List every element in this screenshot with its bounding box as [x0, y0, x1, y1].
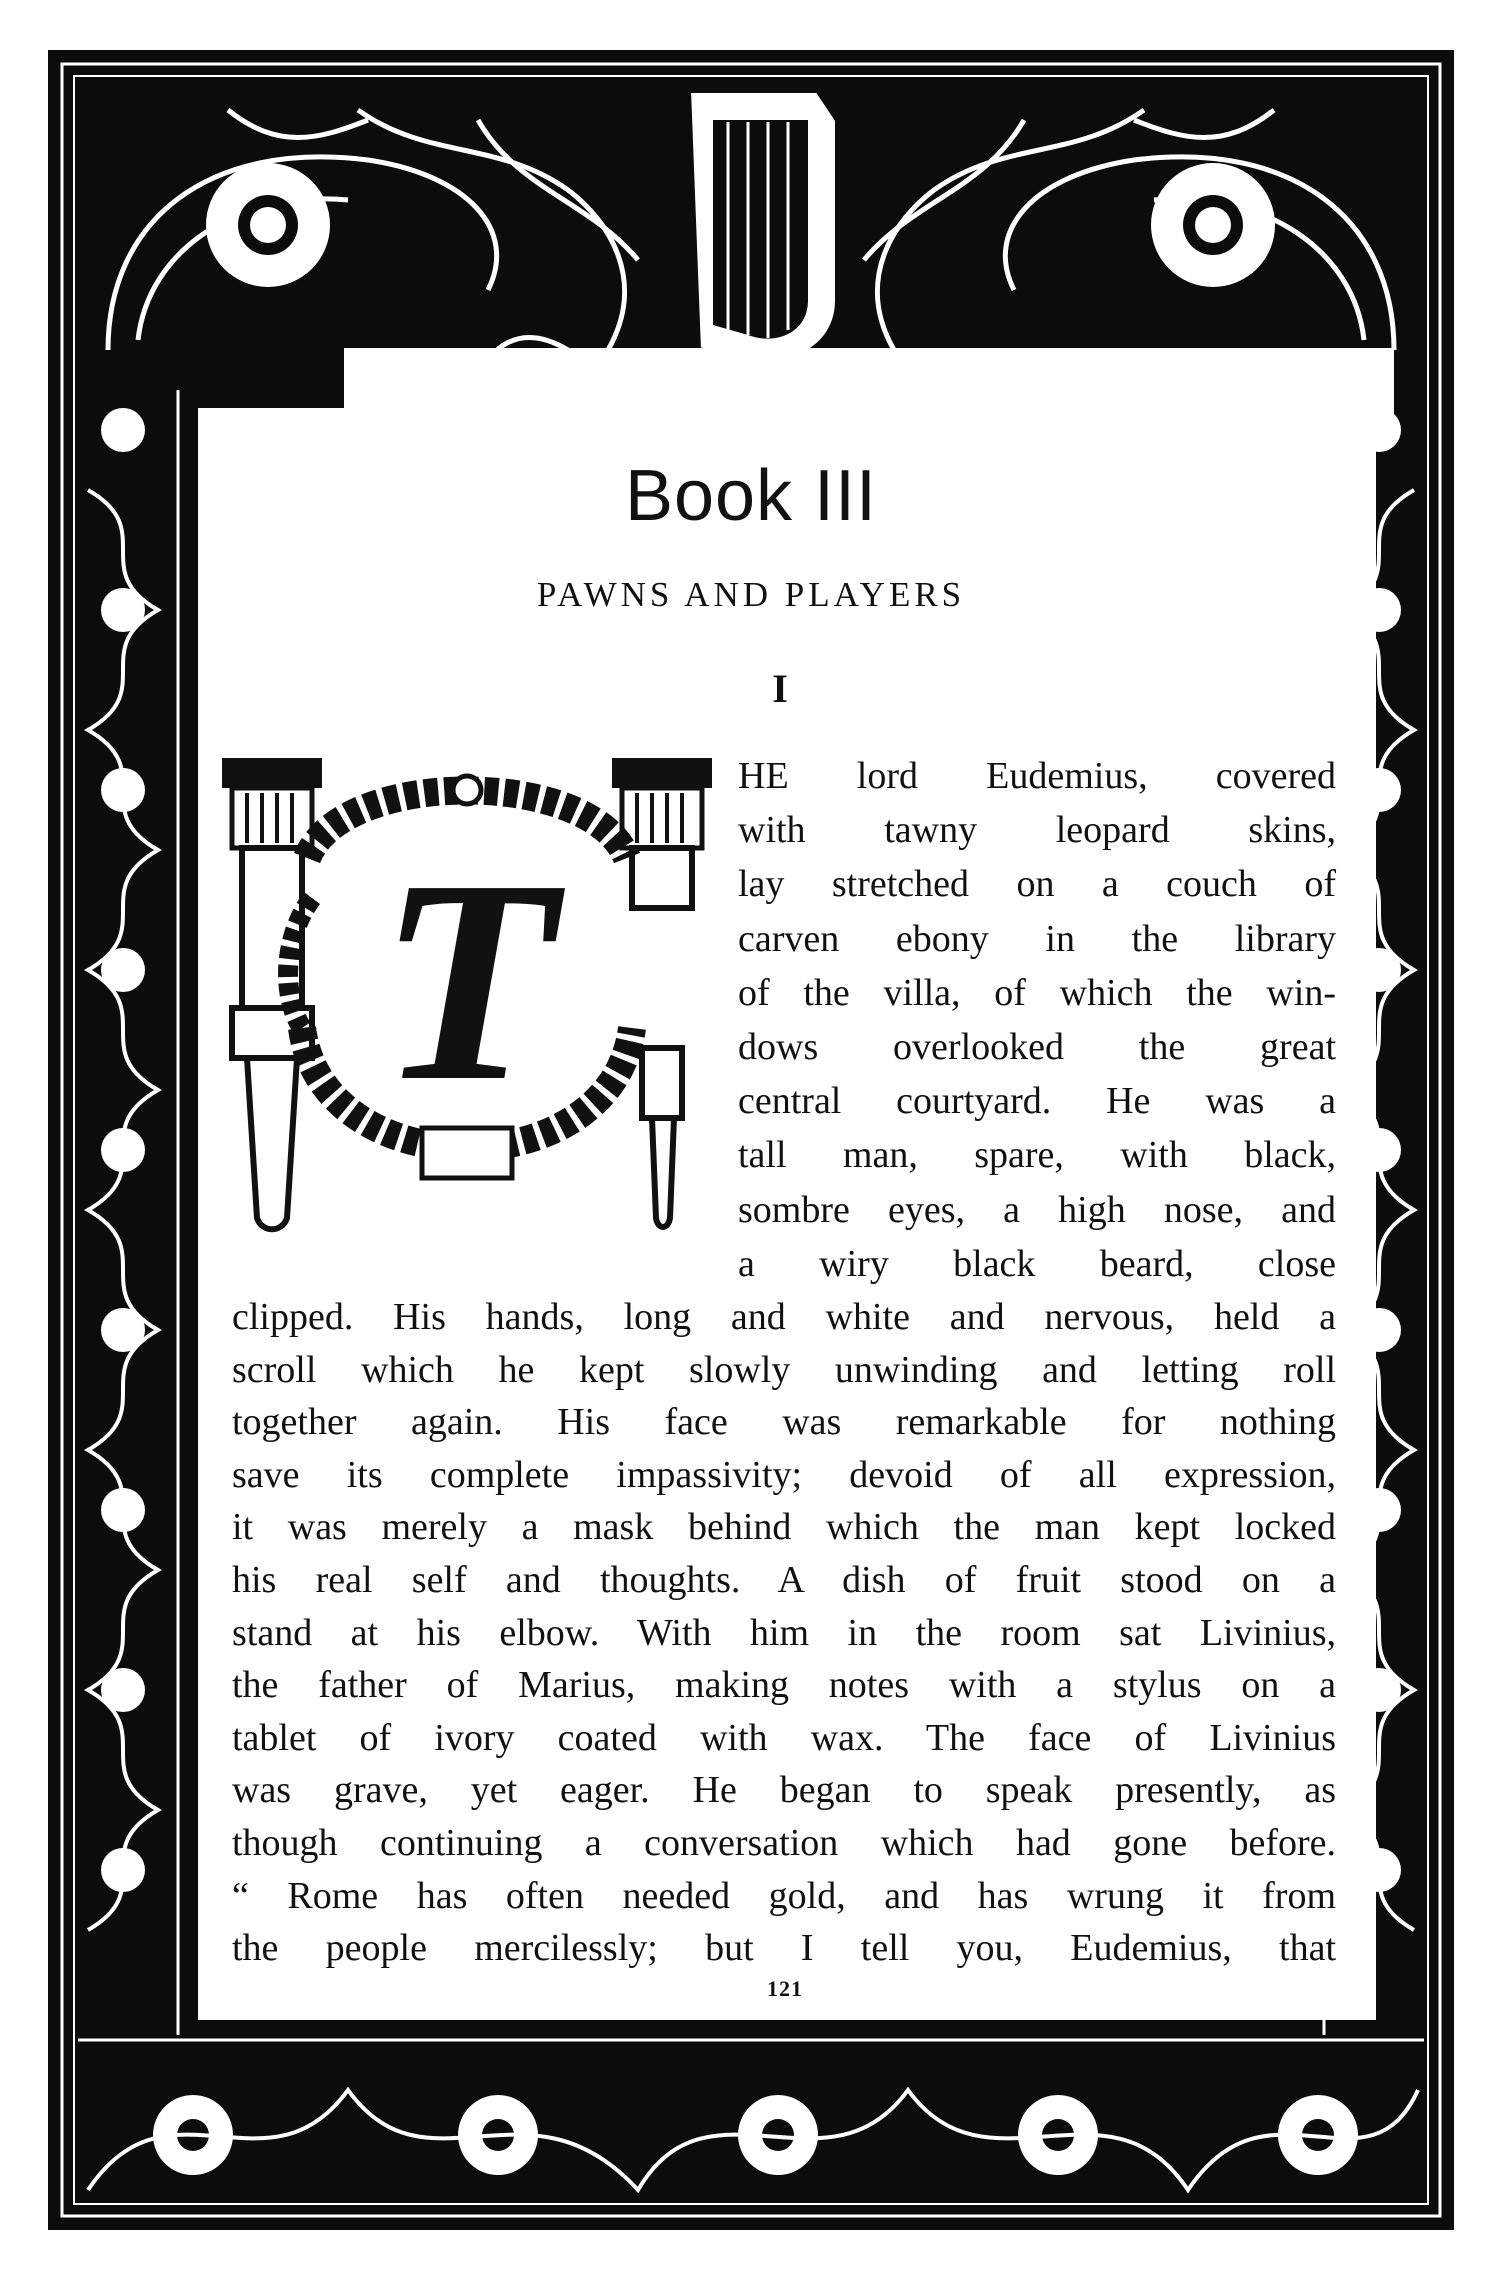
text-line: stand at his elbow. With him in the room sat Livinius, — [232, 1611, 1336, 1654]
text-line: sombre eyes, a high nose, and — [738, 1188, 1336, 1231]
text-line: the people mercilessly; but I tell you, Eudemius, that — [232, 1927, 1336, 1970]
text-line: central courtyard. He was a — [738, 1080, 1336, 1123]
text-line: though continuing a conversation which had gone before. — [232, 1822, 1336, 1864]
text-line: was grave, yet eager. He began to speak presently, as — [232, 1769, 1336, 1812]
text-line: with tawny leopard skins, — [738, 809, 1336, 852]
drop-cap-letter: T — [378, 820, 556, 1141]
text-line: of the villa, of which the win- — [738, 971, 1336, 1014]
text-line: a wiry black beard, close — [738, 1242, 1336, 1285]
text-line: tall man, spare, with black, — [738, 1134, 1336, 1177]
text-line: HE lord Eudemius, covered — [738, 755, 1336, 797]
chapter-number: I — [772, 666, 788, 711]
text-line: “ Rome has often needed gold, and has wrung it from — [232, 1874, 1336, 1917]
text-line: carven ebony in the library — [738, 917, 1336, 960]
book-heading: Book III — [624, 456, 878, 536]
text-line: clipped. His hands, long and white and nervous, held a — [232, 1296, 1336, 1338]
text-line: it was merely a mask behind which the man kept locked — [232, 1506, 1336, 1549]
text-line: lay stretched on a couch of — [738, 863, 1336, 906]
text-line: scroll which he kept slowly unwinding and letting roll — [232, 1348, 1336, 1391]
text-line: save its complete impassivity; devoid of all expression, — [232, 1453, 1336, 1496]
text-line: dows overlooked the great — [738, 1026, 1336, 1068]
text-line: tablet of ivory coated with wax. The face of Livinius — [232, 1716, 1336, 1759]
drop-cap — [212, 748, 732, 1258]
book-subtitle: PAWNS AND PLAYERS — [536, 575, 966, 614]
text-line: his real self and thoughts. A dish of fruit stood on a — [232, 1559, 1336, 1601]
harp-icon — [688, 90, 838, 392]
text-line: the father of Marius, making notes with a stylus on a — [232, 1664, 1336, 1707]
page-number: 121 — [767, 1976, 803, 2001]
text-line: together again. His face was remarkable for nothing — [232, 1401, 1336, 1444]
